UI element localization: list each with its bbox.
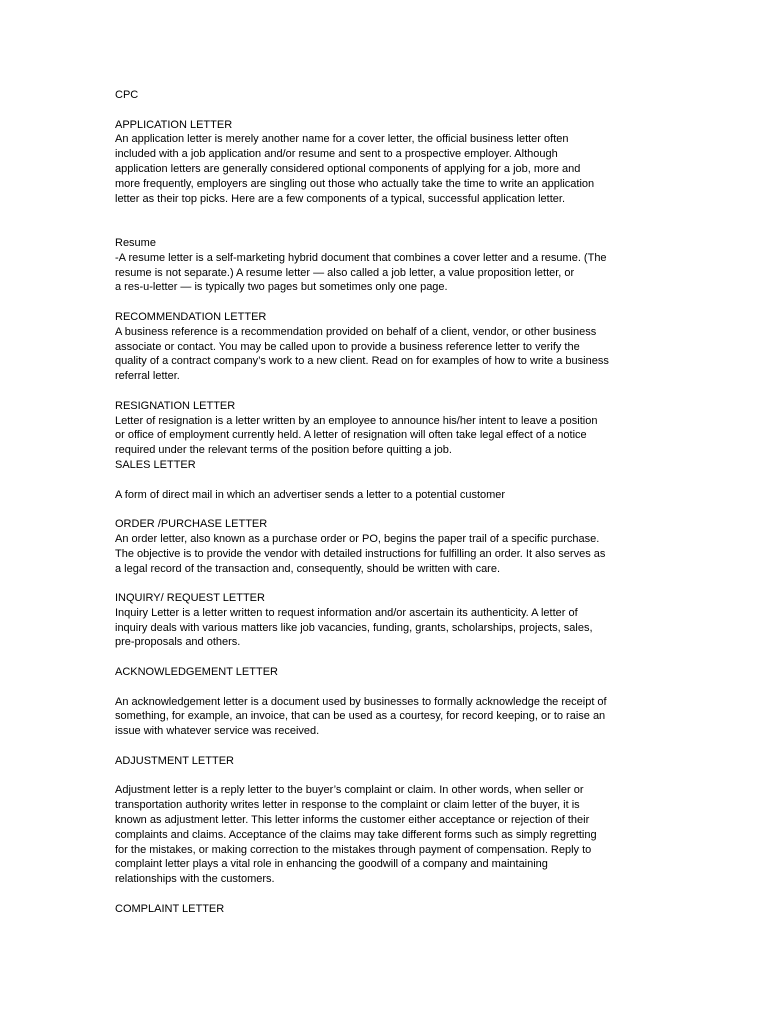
paragraph-line: An acknowledgement letter is a document used by businesses to formally acknowledge the receipt of: [115, 695, 607, 708]
heading-resignation-letter: RESIGNATION LETTER: [115, 399, 236, 412]
heading-resume: Resume: [115, 236, 156, 249]
paragraph-line: An order letter, also known as a purchase order or PO, begins the paper trail of a specific purchase.: [115, 532, 600, 545]
paragraph-line: issue with whatever service was received.: [115, 725, 320, 738]
document-body: [115, 88, 660, 917]
heading-sales-letter: SALES LETTER: [115, 458, 196, 471]
paragraph-line: letter as their top picks. Here are a few components of a typical, successful application letter.: [115, 192, 566, 205]
paragraph-line: Adjustment letter is a reply letter to the buyer’s complaint or claim. In other words, when seller or: [115, 784, 584, 797]
paragraph-line: or office of employment currently held. A letter of resignation will often take legal effect of a notice: [115, 429, 587, 442]
paragraph-line: something, for example, an invoice, that can be used as a courtesy, for record keeping, or to raise an: [115, 710, 606, 723]
paragraph-line: complaints and claims. Acceptance of the claims may take different forms such as simply regretting: [115, 828, 597, 841]
paragraph-line: transportation authority writes letter in response to the complaint or claim letter of the buyer, it is: [115, 799, 580, 812]
paragraph-line: An application letter is merely another name for a cover letter, the official business letter often: [115, 133, 569, 146]
paragraph-line: quality of a contract company’s work to a new client. Read on for examples of how to write a business: [115, 355, 609, 368]
paragraph-line: Letter of resignation is a letter written by an employee to announce his/her intent to leave a position: [115, 414, 598, 427]
paragraph-line: for the mistakes, or making correction to the mistakes through payment of compensation. Reply to: [115, 843, 592, 856]
paragraph-line: Inquiry Letter is a letter written to request information and/or ascertain its authenticity. A letter of: [115, 606, 578, 619]
heading-application-letter: APPLICATION LETTER: [115, 118, 233, 131]
heading-complaint-letter: COMPLAINT LETTER: [115, 902, 225, 915]
heading-adjustment-letter: ADJUSTMENT LETTER: [115, 754, 234, 767]
paragraph-line: a res-u-letter — is typically two pages but sometimes only one page.: [115, 281, 448, 294]
paragraph-line: pre-proposals and others.: [115, 636, 241, 649]
paragraph-line: -A resume letter is a self-marketing hybrid document that combines a cover letter and a resume. (The: [115, 251, 607, 264]
paragraph-line: a legal record of the transaction and, consequently, should be written with care.: [115, 562, 501, 575]
paragraph-line: A business reference is a recommendation provided on behalf of a client, vendor, or other business: [115, 325, 597, 338]
paragraph-line: The objective is to provide the vendor with detailed instructions for fulfilling an order. It also serves as: [115, 547, 606, 560]
paragraph-line: inquiry deals with various matters like job vacancies, funding, grants, scholarships, projects, sales,: [115, 621, 593, 634]
paragraph-line: application letters are generally considered optional components of applying for a job, more and: [115, 162, 581, 175]
heading-recommendation-letter: RECOMMENDATION LETTER: [115, 310, 267, 323]
paragraph-line: relationships with the customers.: [115, 873, 275, 886]
paragraph-line: known as adjustment letter. This letter informs the customer either acceptance or rejection of their: [115, 814, 590, 827]
paragraph-line: required under the relevant terms of the position before quitting a job.: [115, 444, 452, 457]
heading-inquiry-letter: INQUIRY/ REQUEST LETTER: [115, 592, 265, 605]
paragraph-line: complaint letter plays a vital role in enhancing the goodwill of a company and maintaining: [115, 858, 548, 871]
paragraph-line: more frequently, employers are singling out those who actually take the time to write an application: [115, 177, 595, 190]
paragraph-line: included with a job application and/or resume and sent to a prospective employer. Although: [115, 148, 558, 161]
paragraph-line: referral letter.: [115, 370, 180, 383]
heading-order-letter: ORDER /PURCHASE LETTER: [115, 518, 268, 531]
document-label: CPC: [115, 89, 139, 101]
paragraph-line: A form of direct mail in which an advertiser sends a letter to a potential customer: [115, 488, 506, 501]
paragraph-line: resume is not separate.) A resume letter — also called a job letter, a value proposition letter, or: [115, 266, 575, 279]
paragraph-line: associate or contact. You may be called upon to provide a business reference letter to verify the: [115, 340, 580, 353]
heading-acknowledgement-letter: ACKNOWLEDGEMENT LETTER: [115, 666, 278, 679]
